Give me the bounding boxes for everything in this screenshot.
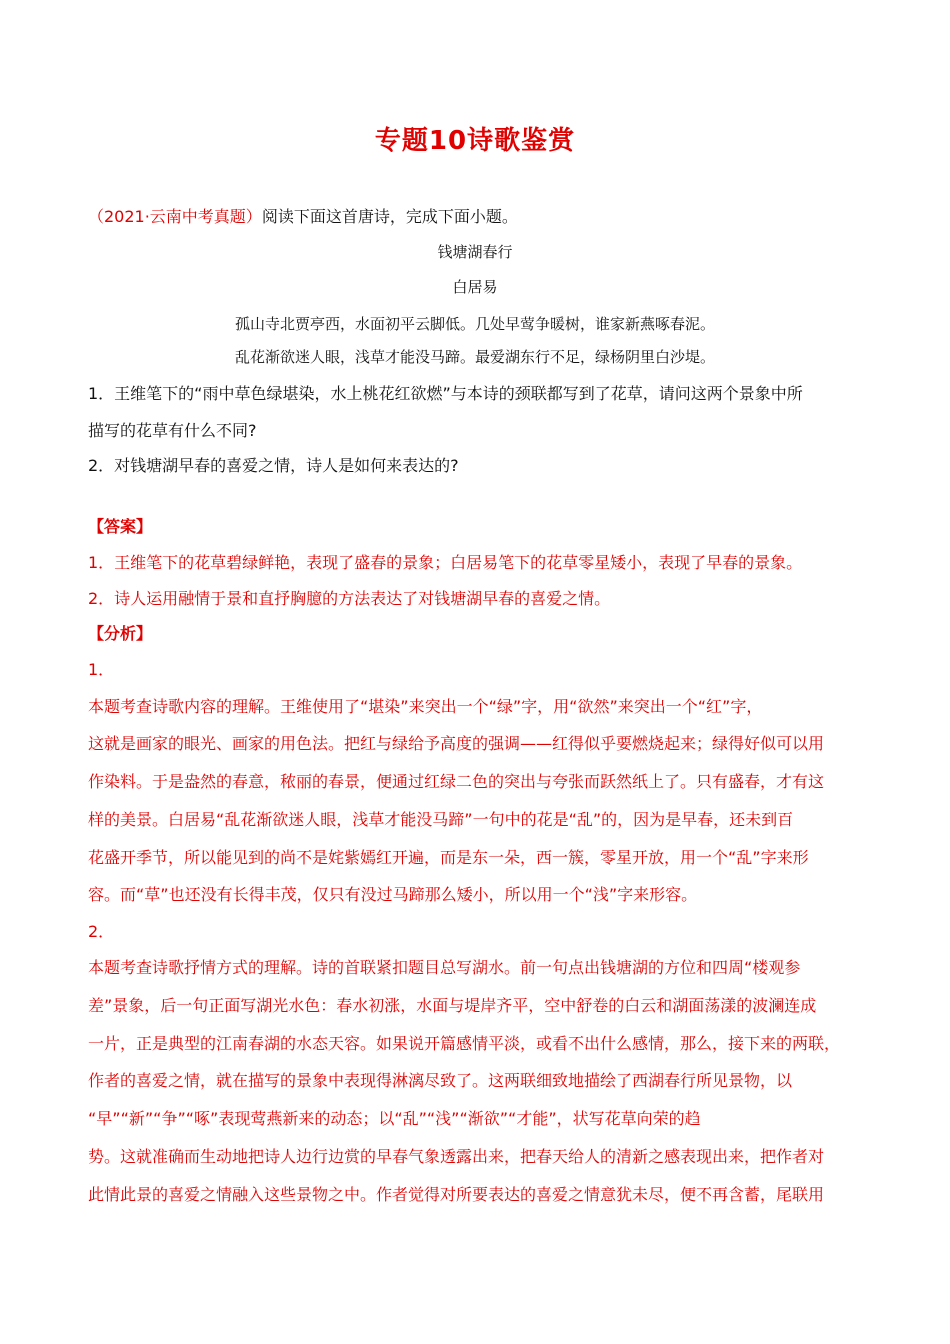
question-2: 2．对钱塘湖早春的喜爱之情，诗人是如何来表达的? bbox=[88, 456, 459, 475]
analysis-1-line: 样的美景。白居易“乱花渐欲迷人眼，浅草才能没马蹄”一句中的花是“乱”的，因为是早春，还未到百 bbox=[88, 810, 794, 829]
analysis-heading: 【分析】 bbox=[88, 624, 153, 643]
analysis-number-2: 2． bbox=[88, 922, 115, 941]
question-1-line-1: 1．王维笔下的“雨中草色绿堪染，水上桃花红欲燃”与本诗的颈联都写到了花草，请问这两个景象中所 bbox=[88, 384, 803, 403]
analysis-2-line: 势。这就准确而生动地把诗人边行边赏的早春气象透露出来，把春天给人的清新之感表现出来，把作者对 bbox=[88, 1147, 825, 1166]
answer-2: 2．诗人运用融情于景和直抒胸臆的方法表达了对钱塘湖早春的喜爱之情。 bbox=[88, 589, 611, 608]
analysis-1-line: 这就是画家的眼光、画家的用色法。把红与绿给予高度的强调——红得似乎要燃烧起来；绿得好似可以用 bbox=[88, 734, 825, 753]
answer-1: 1．王维笔下的花草碧绿鲜艳，表现了盛春的景象；白居易笔下的花草零星矮小，表现了早春的景象。 bbox=[88, 553, 803, 572]
analysis-2-line: 差”景象，后一句正面写湖光水色：春水初涨，水面与堤岸齐平，空中舒卷的白云和湖面荡漾的波澜连成 bbox=[88, 996, 817, 1015]
analysis-1-line: 容。而“草”也还没有长得丰茂，仅只有没过马蹄那么矮小，所以用一个“浅”字来形容。 bbox=[88, 885, 698, 904]
poem-author: 白居易 bbox=[452, 278, 498, 296]
answer-heading: 【答案】 bbox=[88, 517, 153, 536]
analysis-2-line: 此情此景的喜爱之情融入这些景物之中。作者觉得对所要表达的喜爱之情意犹未尽，便不再含蓄，尾联用 bbox=[88, 1185, 825, 1204]
analysis-1-line: 作染料。于是盎然的春意，秾丽的春景，便通过红绿二色的突出与夸张而跃然纸上了。只有盛春，才有这 bbox=[88, 772, 825, 791]
poem-line-1: 孤山寺北贾亭西，水面初平云脚低。几处早莺争暖树，谁家新燕啄春泥。 bbox=[234, 315, 715, 333]
question-1-line-2: 描写的花草有什么不同? bbox=[88, 421, 257, 440]
analysis-2-line: 作者的喜爱之情，就在描写的景象中表现得淋漓尽致了。这两联细致地描绘了西湖春行所见景物，以 bbox=[88, 1071, 793, 1090]
intro-text: 阅读下面这首唐诗，完成下面小题。 bbox=[261, 207, 518, 226]
analysis-1-line: 本题考查诗歌内容的理解。王维使用了“堪染”来突出一个“绿”字，用“欲然”来突出一个“红”字， bbox=[88, 697, 763, 716]
analysis-number-1: 1． bbox=[88, 660, 115, 679]
analysis-1-line: 花盛开季节，所以能见到的尚不是姹紫嫣红开遍，而是东一朵，西一簇，零星开放，用一个“乱”字来形 bbox=[88, 848, 809, 867]
source-tag: （2021·云南中考真题） bbox=[88, 207, 262, 226]
poem-line-2: 乱花渐欲迷人眼，浅草才能没马蹄。最爱湖东行不足，绿杨阴里白沙堤。 bbox=[234, 348, 715, 366]
analysis-2-line: 本题考查诗歌抒情方式的理解。诗的首联紧扣题目总写湖水。前一句点出钱塘湖的方位和四周“楼观参 bbox=[88, 958, 801, 977]
page-title: 专题10诗歌鉴赏 bbox=[374, 126, 576, 156]
analysis-2-line: “早”“新”“争”“啄”表现莺燕新来的动态；以“乱”“浅”“渐欲”“才能”，状写花草向荣的趋 bbox=[88, 1109, 701, 1128]
poem-title: 钱塘湖春行 bbox=[437, 243, 513, 261]
intro-line bbox=[88, 204, 518, 227]
analysis-2-line: 一片，正是典型的江南春湖的水态天容。如果说开篇感情平淡，或看不出什么感情，那么，接下来的两联， bbox=[88, 1034, 841, 1053]
